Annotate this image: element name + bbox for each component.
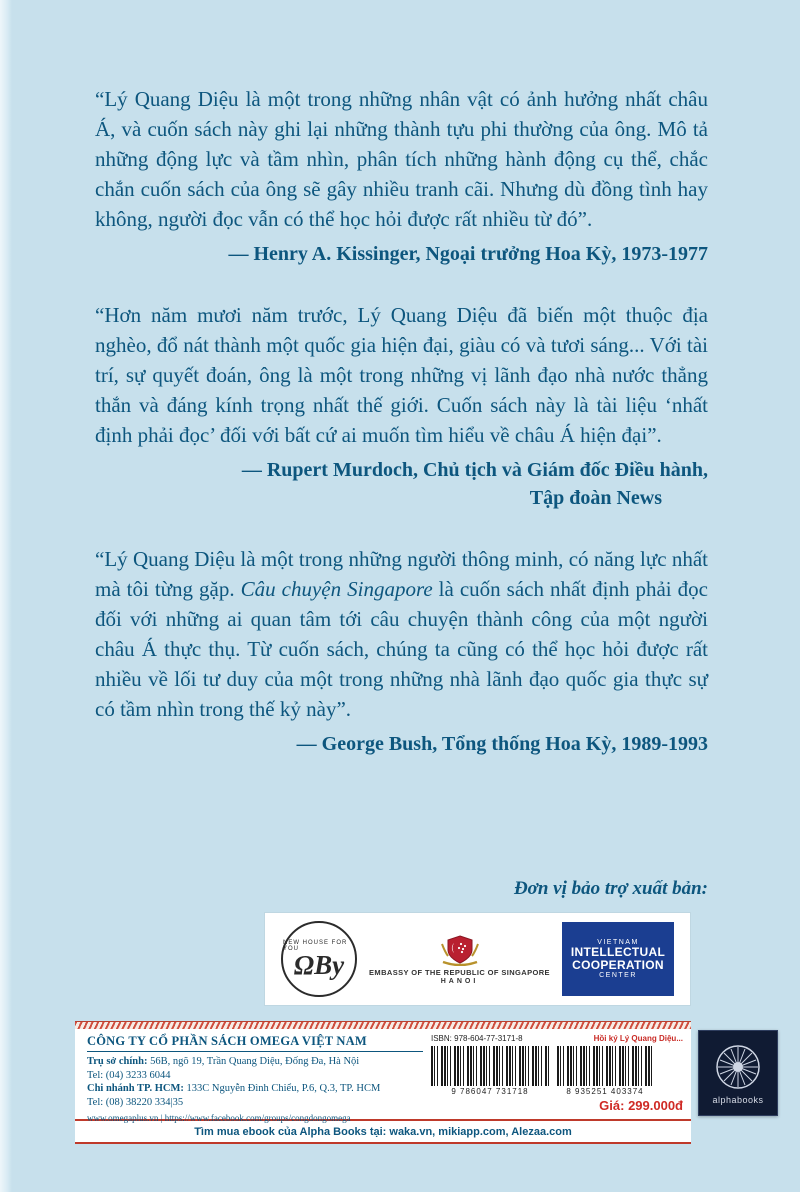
sponsor-label: Đơn vị bảo trợ xuất bản: <box>513 878 708 899</box>
embassy-name: EMBASSY OF THE REPUBLIC OF SINGAPORE <box>369 967 550 977</box>
publisher-branch-line <box>87 1082 423 1096</box>
barcodes-row <box>431 1046 683 1096</box>
quote-text-pre: “Lý Quang Diệu là một trong những người thông minh, có năng lực nhất mà tôi từng gặp. <box>95 547 708 601</box>
vicc-line3: COOPERATION <box>572 958 664 972</box>
publisher-contact-block <box>87 1034 431 1123</box>
publisher-web-links: www.omegaplus.vn | https://www.facebook.com/groups/congdongomega <box>87 1113 351 1123</box>
quote-text-post: là cuốn sách nhất định phải đọc đối với những ai quan tâm tới câu chuyện thành công của một người châu Á thực thụ. Từ cuốn sách, chúng ta cũng có thể học hỏi được rất nhiều về lối tư duy của một trong những nhà lãnh đạo quốc gia thực sự có tầm nhìn trong thế kỷ này”. <box>95 577 708 721</box>
quote-text <box>95 544 708 724</box>
vicc-line4: CENTER <box>599 972 637 979</box>
barcode-area <box>431 1034 683 1115</box>
singapore-embassy-logo <box>365 934 555 985</box>
singapore-embassy-crest-icon <box>439 934 481 966</box>
publisher-hq-line <box>87 1055 423 1069</box>
barcode-ean-digits: 8 935251 403374 <box>566 1087 644 1096</box>
divider <box>87 1051 423 1052</box>
quote-text: “Hơn năm mươi năm trước, Lý Quang Diệu đã biến một thuộc địa nghèo, đổ nát thành một quốc gia hiện đại, giàu có và tươi sáng... Với tài trí, sự quyết đoán, ông là một trong những vị lãnh đạo nhà nước thẳng thắn và đáng kính trọng nhất thế giới. Cuốn sách này là tài liệu ‘nhất định phải đọc’ đối với bất cứ ai muốn tìm hiểu về châu Á hiện đại”. <box>95 303 708 447</box>
embassy-city: HANOI <box>440 977 479 985</box>
vicc-line2: INTELLECTUAL <box>570 945 666 959</box>
ebook-note-strip: Tìm mua ebook của Alpha Books tại: waka.vn, mikiapp.com, Alezaa.com <box>75 1119 691 1144</box>
book-page-edge <box>0 0 12 1192</box>
quote-kissinger <box>95 84 708 268</box>
barcode-isbn-wrap <box>431 1046 549 1096</box>
quote-murdoch <box>95 300 708 512</box>
vietnam-intellectual-cooperation-center-logo <box>562 922 674 996</box>
publisher-branch-value: 133C Nguyễn Đình Chiểu, P.6, Q.3, TP. HCM <box>183 1083 381 1094</box>
omega-plus-logo <box>281 921 357 997</box>
publisher-branch-label: Chi nhánh TP. HCM: <box>87 1083 184 1094</box>
price-label: Giá: 299.000đ <box>599 1098 683 1113</box>
publisher-hq-label: Trụ sở chính: <box>87 1056 148 1067</box>
sponsor-logo-box <box>265 913 690 1005</box>
publisher-info-main <box>75 1029 691 1123</box>
barcode-isbn-icon <box>431 1046 549 1086</box>
omega-logo-arc-text: NEW HOUSE FOR YOU <box>283 940 348 952</box>
back-cover-quotes <box>95 84 708 790</box>
book-title-note: Hồi ký Lý Quang Diệu... <box>593 1034 683 1043</box>
decorative-stripe <box>75 1021 691 1029</box>
publisher-hq-tel: Tel: (04) 3233 6044 <box>87 1069 171 1081</box>
quote-attribution-line2: Tập đoàn News <box>529 487 662 509</box>
publisher-hq-value: 56B, ngõ 19, Trần Quang Diệu, Đống Đa, Hà Nội <box>147 1056 360 1067</box>
barcode-ean-wrap <box>557 1046 653 1096</box>
barcode-ean-icon <box>557 1046 653 1086</box>
publisher-branch-tel: Tel: (08) 38220 334|35 <box>87 1096 184 1108</box>
publisher-company-name: CÔNG TY CỔ PHẦN SÁCH OMEGA VIỆT NAM <box>87 1034 367 1048</box>
alphabooks-logo <box>698 1030 778 1116</box>
publisher-info-bar <box>75 1021 691 1144</box>
vicc-line1: VIETNAM <box>597 939 639 946</box>
quote-attribution: — George Bush, Tổng thống Hoa Kỳ, 1989-1993 <box>296 733 708 755</box>
alphabooks-label: alphabooks <box>712 1095 764 1105</box>
book-title-italic: Câu chuyện Singapore <box>240 577 433 601</box>
quote-text: “Lý Quang Diệu là một trong những nhân vật có ảnh hưởng nhất châu Á, và cuốn sách này ghi lại những thành tựu phi thường của ông. Mô tả những động lực và tầm nhìn, phân tích những hành động cụ thể, chắc chắn cuốn sách của ông sẽ gây nhiều tranh cãi. Nhưng dù đồng tình hay không, người đọc vẫn có thể học hỏi được rất nhiều từ đó”. <box>95 87 708 231</box>
alphabooks-emblem-icon <box>712 1041 764 1093</box>
quote-bush <box>95 544 708 758</box>
quote-attribution: — Henry A. Kissinger, Ngoại trưởng Hoa Kỳ, 1973-1977 <box>228 243 708 265</box>
barcode-isbn-digits: 9 786047 731718 <box>451 1087 529 1096</box>
quote-attribution: — Rupert Murdoch, Chủ tịch và Giám đốc Điều hành, <box>241 459 708 481</box>
omega-logo-mark: ΩBy <box>293 950 345 980</box>
barcode-header <box>431 1034 683 1043</box>
isbn-number: ISBN: 978-604-77-3171-8 <box>431 1034 523 1043</box>
